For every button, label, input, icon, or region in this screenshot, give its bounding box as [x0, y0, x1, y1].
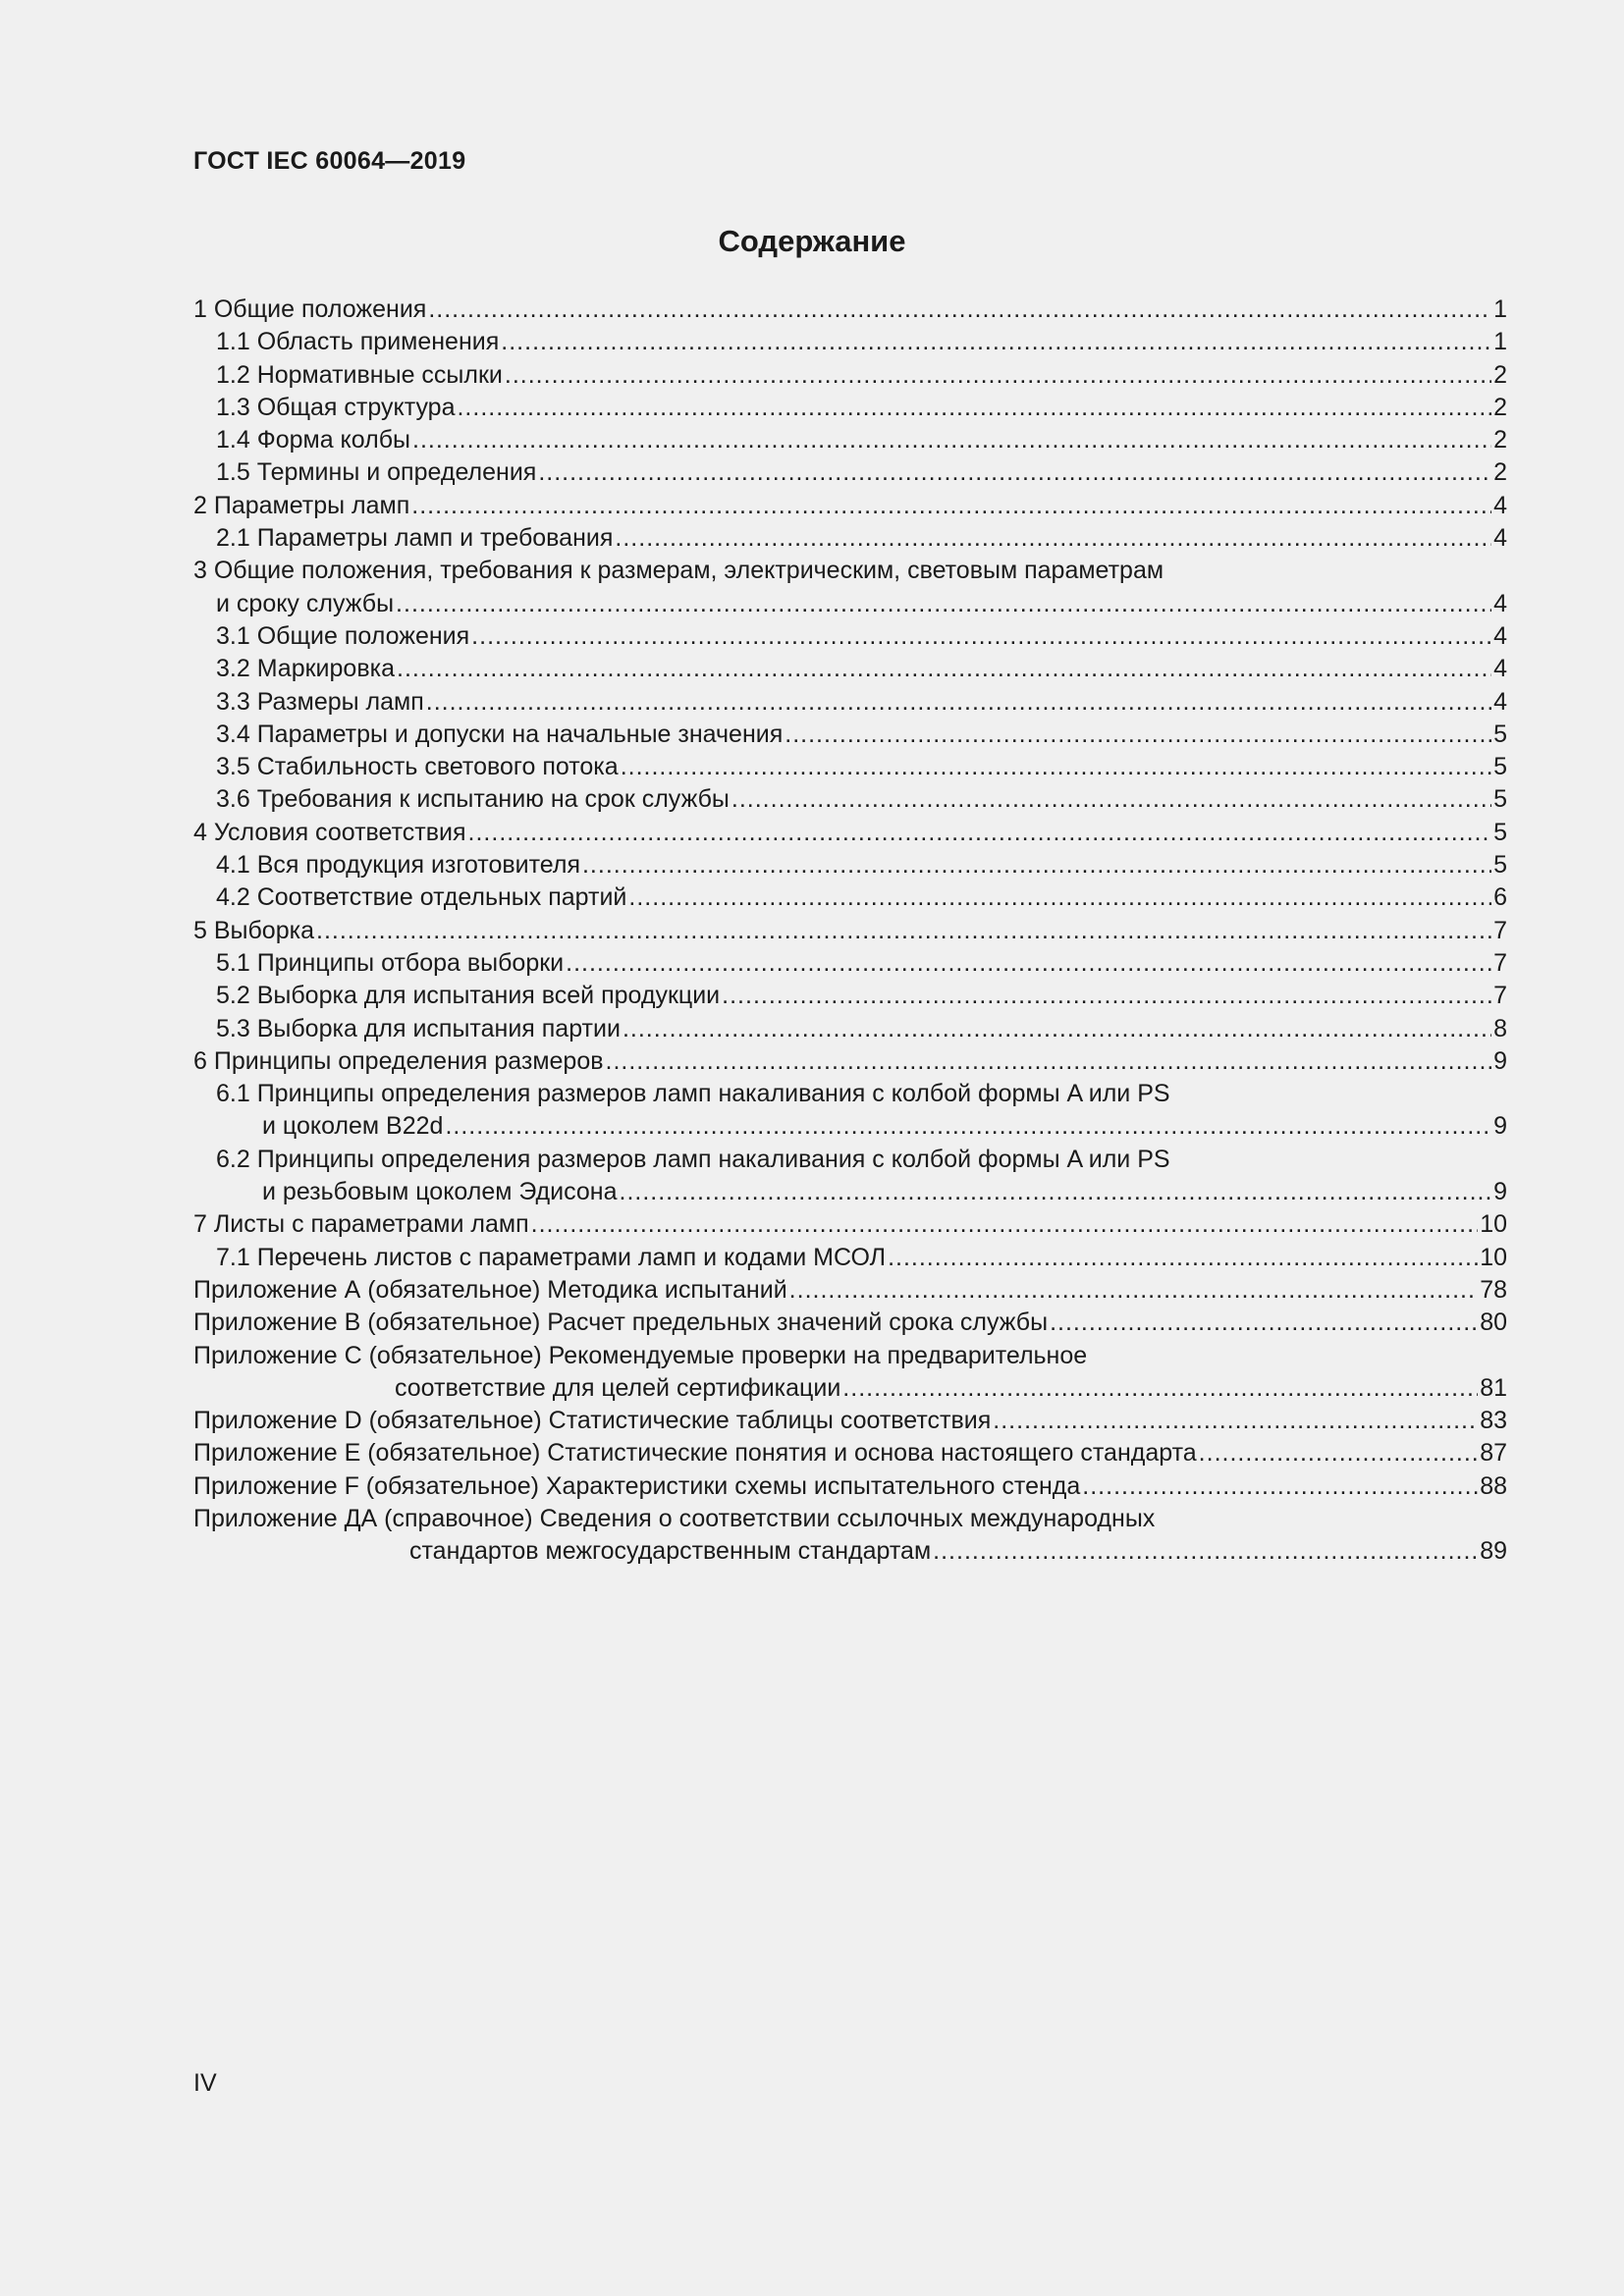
toc-entry-page: 5: [1493, 851, 1507, 880]
toc-entry-text: 3.6 Требования к испытанию на срок службы: [216, 785, 730, 814]
toc-entry-6[interactable]: [193, 1045, 1507, 1078]
toc-entry-text: 4.1 Вся продукция изготовителя: [216, 851, 580, 880]
toc-entry-text-line2: и резьбовым цоколем Эдисона: [262, 1178, 618, 1206]
toc-entry-page: 7: [1493, 916, 1507, 944]
toc-entry-text-line2: и сроку службы: [216, 589, 395, 617]
toc-entry-text: 4.2 Соответствие отдельных партий: [216, 883, 627, 912]
toc-entry-page: 7: [1493, 982, 1507, 1010]
toc-entry-5-3[interactable]: [193, 1013, 1507, 1045]
toc-entry-1-1[interactable]: [193, 326, 1507, 358]
toc-entry-3-2[interactable]: [193, 653, 1507, 685]
toc-entry-page: 4: [1493, 491, 1507, 519]
toc-entry-page: 89: [1480, 1537, 1507, 1566]
toc-entry-page: 10: [1480, 1243, 1507, 1271]
toc-entry-page: 6: [1493, 883, 1507, 912]
toc-entry-text: 1 Общие положения: [193, 295, 427, 323]
toc-entry-page: 81: [1480, 1373, 1507, 1402]
toc-entry-text: 3.3 Размеры ламп: [216, 687, 424, 716]
toc-entry-page: 9: [1493, 1046, 1507, 1075]
toc-entry-text: 1.2 Нормативные ссылки: [216, 360, 503, 389]
toc-entry-page: 10: [1480, 1210, 1507, 1239]
toc-entry-annex-da[interactable]: [193, 1503, 1507, 1569]
toc-entry-page: 5: [1493, 720, 1507, 748]
toc-entry-annex-b[interactable]: [193, 1307, 1507, 1339]
toc-entry-5[interactable]: [193, 915, 1507, 947]
toc-entry-page: 5: [1493, 785, 1507, 814]
toc-entry-page: 80: [1480, 1308, 1507, 1337]
toc-entry-page: 7: [1493, 948, 1507, 977]
toc-entry-text: Приложение Е (обязательное) Статистические понятия и основа настоящего стандарта: [193, 1439, 1197, 1468]
toc-entry-text-line1: 3 Общие положения, требования к размерам, электрическим, световым параметрам: [193, 557, 1164, 585]
toc-entry-page: 9: [1493, 1178, 1507, 1206]
toc-entry-3[interactable]: [193, 555, 1507, 620]
toc-entry-page: 2: [1493, 426, 1507, 454]
toc-entry-page: 2: [1493, 393, 1507, 421]
toc-entry-text: 5.3 Выборка для испытания партии: [216, 1014, 621, 1042]
toc-entry-page: 5: [1493, 753, 1507, 781]
toc-entry-text: 1.3 Общая структура: [216, 393, 456, 421]
toc-entry-page: 1: [1493, 295, 1507, 323]
toc-entry-1-4[interactable]: [193, 424, 1507, 456]
toc-entry-page: 83: [1480, 1407, 1507, 1435]
toc-entry-text: Приложение D (обязательное) Статистические таблицы соответствия: [193, 1407, 992, 1435]
toc-entry-text: 3.1 Общие положения: [216, 621, 470, 650]
toc-entry-3-6[interactable]: [193, 783, 1507, 816]
toc-entry-text: 7 Листы с параметрами ламп: [193, 1210, 529, 1239]
toc-entry-text: Приложение А (обязательное) Методика испытаний: [193, 1275, 787, 1304]
toc-entry-2-1[interactable]: [193, 522, 1507, 555]
toc-entry-text-line2: стандартов межгосударственным стандартам: [409, 1537, 932, 1566]
toc-entry-annex-a[interactable]: [193, 1274, 1507, 1307]
toc-entry-text-line2: и цоколем B22d: [262, 1112, 444, 1141]
toc-entry-7[interactable]: [193, 1208, 1507, 1241]
toc-entry-text: 1.1 Область применения: [216, 328, 500, 356]
toc-entry-text: 7.1 Перечень листов с параметрами ламп и кодами МСОЛ: [216, 1243, 887, 1271]
toc-entry-1[interactable]: [193, 294, 1507, 326]
table-of-contents: [193, 294, 1507, 1569]
toc-entry-page: 4: [1493, 524, 1507, 553]
toc-entry-annex-d[interactable]: [193, 1405, 1507, 1437]
toc-entry-page: 88: [1480, 1471, 1507, 1500]
toc-entry-text: 5 Выборка: [193, 916, 315, 944]
toc-entry-3-1[interactable]: [193, 620, 1507, 653]
document-header: ГОСТ IEC 60064—2019: [193, 147, 466, 175]
toc-entry-text: Приложение F (обязательное) Характеристики схемы испытательного стенда: [193, 1471, 1081, 1500]
toc-entry-page: 4: [1493, 589, 1507, 617]
toc-entry-5-2[interactable]: [193, 980, 1507, 1012]
toc-entry-6-1[interactable]: [193, 1078, 1507, 1144]
toc-entry-text-line2: соответствие для целей сертификации: [395, 1373, 841, 1402]
toc-entry-page: 4: [1493, 621, 1507, 650]
toc-entry-3-5[interactable]: [193, 751, 1507, 783]
toc-entry-annex-c[interactable]: [193, 1340, 1507, 1406]
toc-entry-text-line1: 6.1 Принципы определения размеров ламп накаливания с колбой формы A или PS: [216, 1080, 1170, 1108]
toc-entry-1-5[interactable]: [193, 456, 1507, 489]
toc-entry-page: 9: [1493, 1112, 1507, 1141]
toc-entry-annex-e[interactable]: [193, 1437, 1507, 1469]
toc-entry-4[interactable]: [193, 817, 1507, 849]
toc-entry-text: 3.2 Маркировка: [216, 655, 395, 683]
toc-entry-text: 5.2 Выборка для испытания всей продукции: [216, 982, 721, 1010]
toc-entry-text-line1: Приложение ДА (справочное) Сведения о соответствии ссылочных международных: [193, 1504, 1156, 1532]
toc-entry-text-line1: 6.2 Принципы определения размеров ламп накаливания с колбой формы A или PS: [216, 1145, 1170, 1173]
toc-entry-page: 2: [1493, 458, 1507, 487]
toc-entry-6-2[interactable]: [193, 1144, 1507, 1209]
toc-entry-4-1[interactable]: [193, 849, 1507, 881]
toc-entry-2[interactable]: [193, 490, 1507, 522]
toc-entry-7-1[interactable]: [193, 1242, 1507, 1274]
toc-entry-page: 1: [1493, 328, 1507, 356]
toc-entry-text-line1: Приложение С (обязательное) Рекомендуемые проверки на предварительное: [193, 1341, 1088, 1369]
toc-entry-page: 8: [1493, 1014, 1507, 1042]
toc-entry-text: 4 Условия соответствия: [193, 818, 466, 846]
toc-entry-4-2[interactable]: [193, 881, 1507, 914]
toc-entry-page: 5: [1493, 818, 1507, 846]
toc-title: Содержание: [718, 224, 906, 258]
toc-entry-page: 4: [1493, 687, 1507, 716]
toc-entry-annex-f[interactable]: [193, 1470, 1507, 1503]
toc-entry-text: 2.1 Параметры ламп и требования: [216, 524, 614, 553]
toc-entry-text: 3.4 Параметры и допуски на начальные значения: [216, 720, 784, 748]
toc-entry-text: 5.1 Принципы отбора выборки: [216, 948, 565, 977]
toc-entry-text: 2 Параметры ламп: [193, 491, 410, 519]
toc-entry-text: 1.5 Термины и определения: [216, 458, 537, 487]
toc-entry-text: 3.5 Стабильность светового потока: [216, 753, 619, 781]
page-number: IV: [193, 2069, 217, 2097]
toc-entry-page: 4: [1493, 655, 1507, 683]
toc-entry-page: 87: [1480, 1439, 1507, 1468]
toc-entry-1-3[interactable]: [193, 392, 1507, 424]
toc-entry-1-2[interactable]: [193, 359, 1507, 392]
toc-entry-page: 78: [1480, 1275, 1507, 1304]
toc-entry-3-3[interactable]: [193, 686, 1507, 719]
toc-entry-text: 6 Принципы определения размеров: [193, 1046, 604, 1075]
toc-entry-text: 1.4 Форма колбы: [216, 426, 410, 454]
toc-entry-text: Приложение В (обязательное) Расчет предельных значений срока службы: [193, 1308, 1049, 1337]
toc-entry-page: 2: [1493, 360, 1507, 389]
toc-entry-5-1[interactable]: [193, 947, 1507, 980]
toc-entry-3-4[interactable]: [193, 719, 1507, 751]
